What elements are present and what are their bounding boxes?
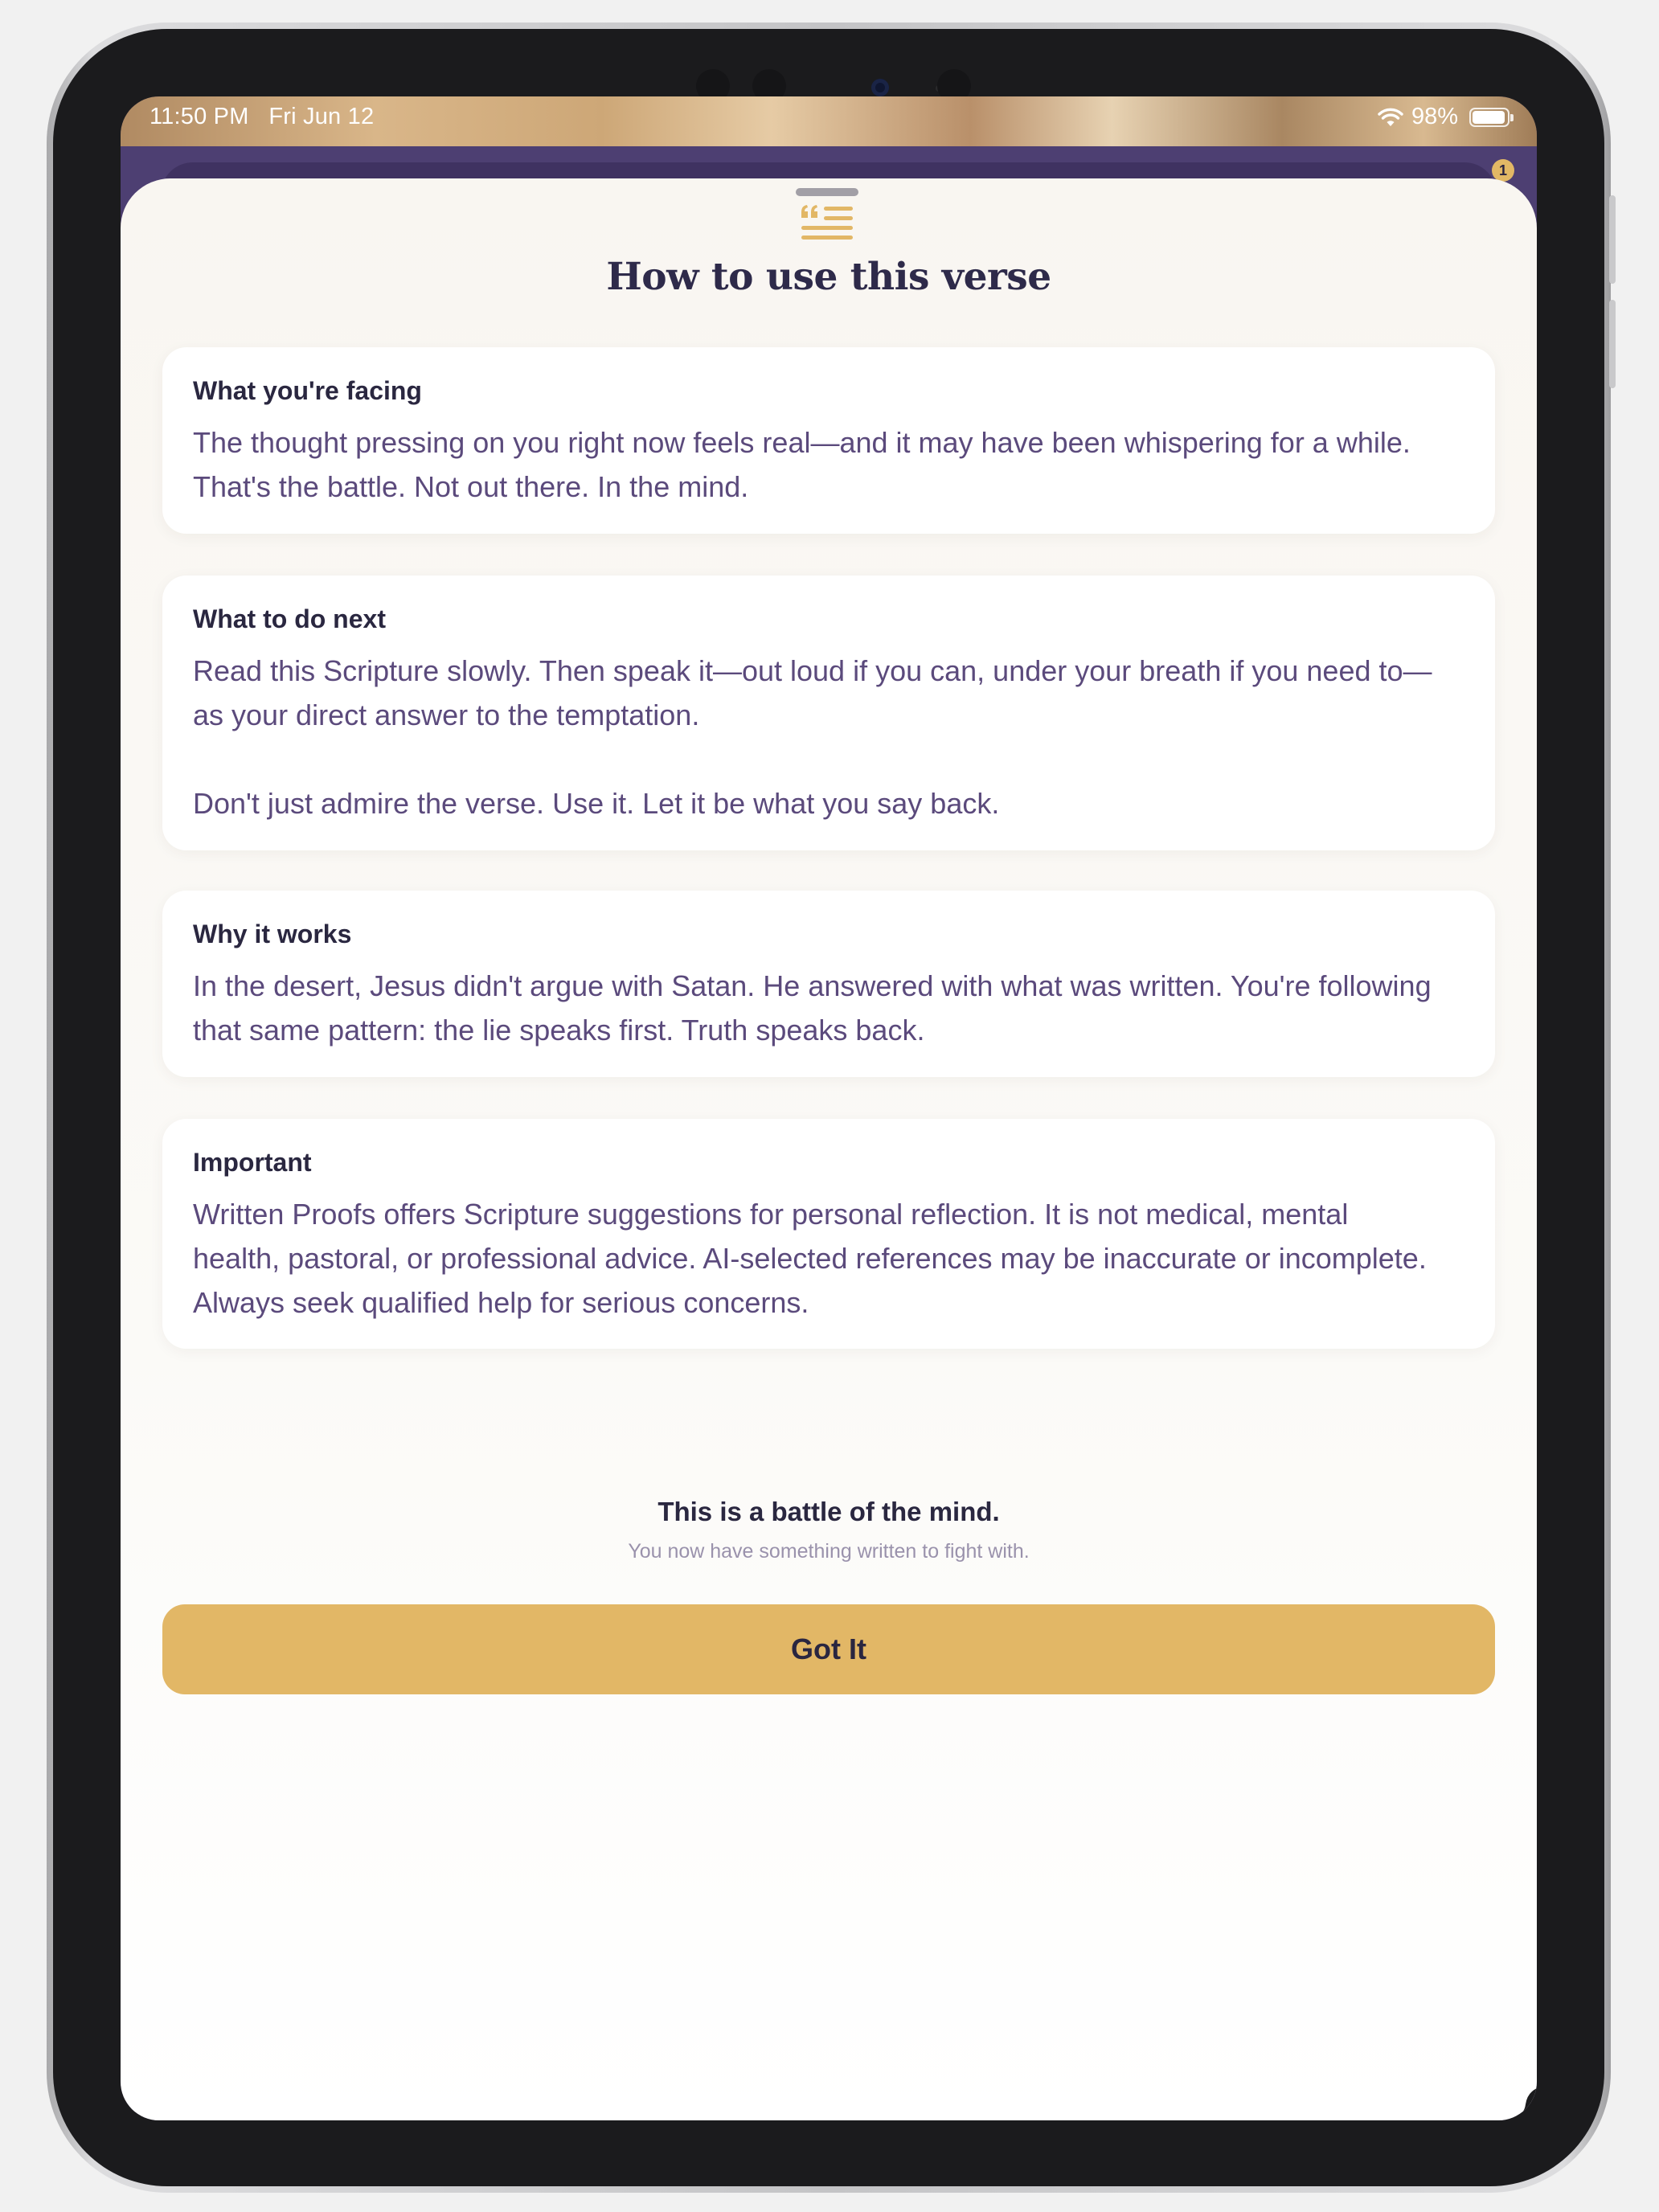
sheet-title: How to use this verse [606, 255, 1051, 299]
volume-down-button [1609, 300, 1616, 388]
card-body: Read this Scripture slowly. Then speak it—out loud if you can, under your breath if you need to— as your direct answer to the temptation. Don't just admire the verse. Use it. Let it be what you say back. [193, 654, 1432, 820]
how-to-use-sheet [121, 178, 1537, 2120]
card-heading: Why it works [193, 920, 352, 948]
card-important [162, 1119, 1495, 1349]
battery-percentage: 98% [1411, 104, 1458, 129]
front-camera-icon [871, 79, 889, 96]
status-clock: 11:50 PM [150, 104, 249, 129]
card-body: Written Proofs offers Scripture suggestions for personal reflection. It is not medical, mental health, pastoral, or professional advice. AI-selected references may be inaccurate or incomplete. Always seek qualified help for serious concerns. [193, 1198, 1427, 1319]
screen [121, 96, 1537, 2120]
wifi-icon [1378, 107, 1403, 128]
card-why-it-works [162, 891, 1495, 1077]
notification-badge[interactable]: 1 [1492, 159, 1514, 182]
status-time [150, 104, 374, 130]
volume-up-button [1609, 195, 1616, 284]
got-it-button[interactable]: Got It [162, 1604, 1495, 1694]
card-what-youre-facing [162, 347, 1495, 534]
battery-icon [1469, 108, 1509, 127]
card-what-to-do-next [162, 576, 1495, 850]
tagline: This is a battle of the mind. [657, 1497, 1000, 1526]
card-heading: Important [193, 1148, 312, 1177]
status-right [1378, 104, 1509, 130]
quote-lines-icon [798, 196, 856, 244]
subtagline: You now have something written to fight with. [628, 1540, 1030, 1563]
sheet-grabber[interactable] [796, 188, 858, 196]
card-body: In the desert, Jesus didn't argue with Satan. He answered with what was written. You're following that same pattern: the lie speaks first. Truth speaks back. [193, 969, 1432, 1047]
card-heading: What you're facing [193, 376, 422, 405]
status-bar [121, 96, 1537, 146]
corner-mark-icon [1508, 2088, 1537, 2120]
card-body: The thought pressing on you right now feels real—and it may have been whispering for a while. That's the battle. Not out there. In the mind. [193, 426, 1411, 503]
card-heading: What to do next [193, 604, 386, 633]
status-date: Fri Jun 12 [268, 104, 375, 129]
